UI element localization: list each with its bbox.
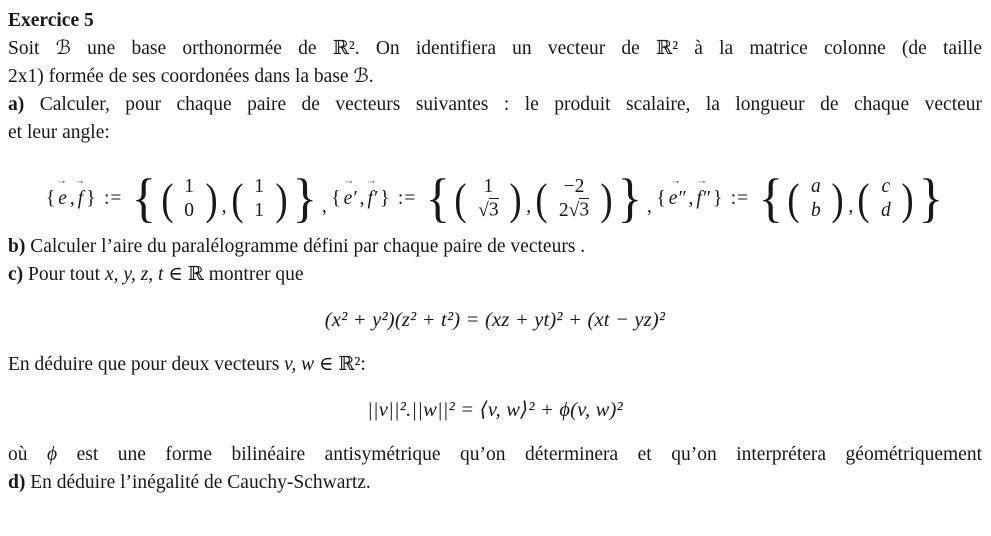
item-c-post: ∈ ℝ montrer que [163, 263, 304, 285]
close-brace-big: } [919, 168, 944, 229]
close-paren: ) [600, 173, 613, 224]
close-paren: ) [509, 173, 522, 224]
comma: , [359, 187, 365, 209]
vector-f [74, 176, 86, 213]
matrix-entry: −2 [563, 176, 585, 197]
vector-arrow-icon: → [343, 176, 355, 187]
matrix-entry: 1 [483, 176, 494, 197]
matrix-column [871, 175, 900, 223]
matrix-column [468, 175, 508, 223]
matrix-entry: 0 [184, 199, 194, 221]
intro-line-2: 2x1) formée de ses coordonées dans la base ℬ. [8, 66, 374, 87]
matrix-column [801, 175, 830, 223]
assign-symbol: := [103, 187, 123, 209]
item-c-variables: x, y, z, t [104, 263, 164, 285]
comma: , [69, 187, 75, 209]
vector-pair-group-1 [45, 168, 319, 229]
matrix-e-prime [451, 175, 525, 223]
open-paren: ( [230, 173, 244, 224]
matrix-column [244, 175, 273, 223]
phi-symbol: ϕ [47, 443, 58, 465]
vector-arrow-icon: → [670, 176, 681, 187]
matrix-entry: b [810, 199, 821, 221]
vector-label: e [58, 187, 67, 209]
item-a-label: a) [8, 94, 25, 115]
close-paren: ) [831, 173, 845, 224]
exercise-sheet [8, 7, 982, 497]
comma: , [321, 195, 327, 217]
matrix-ab [784, 175, 847, 223]
open-paren: ( [787, 173, 800, 224]
matrix-f-prime [532, 175, 616, 223]
vector-pair-group-3 [655, 168, 945, 229]
matrix-column [549, 175, 599, 223]
exercise-title: Exercice 5 [8, 10, 94, 31]
equation-identity-text: (x² + y²)(z² + t²) = (xz + yt)² + (xt − yz)² [324, 308, 666, 331]
matrix-entry: a [810, 176, 821, 197]
open-brace-big: { [758, 168, 783, 229]
matrix-entry: 1 [254, 176, 264, 197]
comma: , [221, 195, 227, 217]
equation-vector-pairs [8, 163, 982, 229]
item-c-pre: Pour tout [28, 263, 105, 285]
vector-e-double-prime [667, 176, 688, 213]
open-paren: ( [857, 173, 870, 224]
vector-e [56, 176, 69, 213]
matrix-entry: d [880, 199, 891, 221]
phi-post: est une forme bilinéaire antisymétrique qu’on déterminera et qu’on interprétera géométriquement [57, 443, 983, 465]
item-c-line [8, 261, 982, 289]
matrix-f [228, 175, 291, 223]
item-d-label: d) [8, 471, 26, 493]
comma: , [526, 195, 532, 217]
intro-line-1: Soit ℬ une base orthonormée de ℝ². On identifiera un vecteur de ℝ² à la matrice colonne (de taille [8, 38, 982, 59]
vector-arrow-icon: → [696, 176, 708, 187]
open-brace-big: { [131, 168, 156, 229]
open-paren: ( [535, 173, 548, 224]
open-brace: { [331, 187, 341, 209]
matrix-entry: 1 [184, 176, 194, 197]
item-d-text: En déduire l’inégalité de Cauchy-Schwartz. [30, 471, 371, 493]
item-c-label: c) [8, 263, 24, 285]
item-a-line-1 [8, 91, 982, 119]
phi-line [8, 441, 982, 469]
item-a-text: Calculer, pour chaque paire de vecteurs suivantes : le produit scalaire, la longueur de chaque vecteur [39, 94, 983, 115]
vector-f-prime [365, 176, 379, 213]
vector-arrow-icon: → [74, 176, 86, 187]
matrix-entry: √3 [478, 199, 499, 221]
matrix-column [174, 175, 203, 223]
deduce-pre: En déduire que pour deux vecteurs [8, 353, 285, 375]
equation-norms-text: ||v||².||w||² = ⟨v, w⟩² + ϕ(v, w)² [367, 398, 623, 421]
equation-norms [8, 396, 982, 424]
item-a-line-2: et leur angle: [8, 122, 110, 143]
vector-pair-group-2 [330, 168, 643, 229]
open-brace: { [45, 187, 56, 209]
phi-pre: où [8, 443, 48, 465]
comma: , [848, 195, 854, 217]
close-paren: ) [275, 173, 288, 224]
assign-symbol: := [397, 187, 417, 209]
close-brace: } [380, 187, 390, 209]
comma: , [688, 187, 694, 209]
vector-label: f′ [367, 187, 378, 209]
vector-e-prime [342, 176, 359, 213]
matrix-cd [854, 175, 917, 223]
comma: , [646, 195, 652, 217]
matrix-entry: 2√3 [558, 199, 590, 221]
close-brace: } [86, 187, 96, 209]
equation-identity [8, 306, 982, 334]
matrix-entry: c [881, 176, 891, 197]
open-paren: ( [160, 173, 174, 224]
item-b-line [8, 233, 982, 261]
assign-symbol: := [730, 187, 750, 209]
vector-label: e′ [343, 187, 357, 209]
matrix-entry: 1 [254, 199, 264, 221]
vector-label: e″ [668, 187, 686, 209]
item-b-text: Calculer l’aire du paralélogramme défini par chaque paire de vecteurs . [30, 235, 586, 257]
close-brace-big: } [617, 168, 642, 229]
vector-arrow-icon: → [56, 176, 67, 187]
open-brace-big: { [425, 168, 450, 229]
item-d-line [8, 469, 982, 497]
deduce-line [8, 351, 982, 379]
vector-arrow-icon: → [365, 176, 377, 187]
close-brace: } [712, 187, 723, 209]
vector-label: f″ [696, 187, 710, 209]
deduce-post: ∈ ℝ²: [314, 353, 366, 375]
close-brace-big: } [292, 168, 317, 229]
open-paren: ( [454, 173, 468, 224]
deduce-variables: v, w [284, 353, 315, 375]
open-brace: { [656, 187, 666, 209]
vector-label: f [77, 187, 84, 209]
vector-f-double-prime [694, 176, 712, 213]
item-b-label: b) [8, 235, 26, 257]
matrix-e [158, 175, 221, 223]
close-paren: ) [901, 173, 915, 224]
close-paren: ) [205, 173, 218, 224]
